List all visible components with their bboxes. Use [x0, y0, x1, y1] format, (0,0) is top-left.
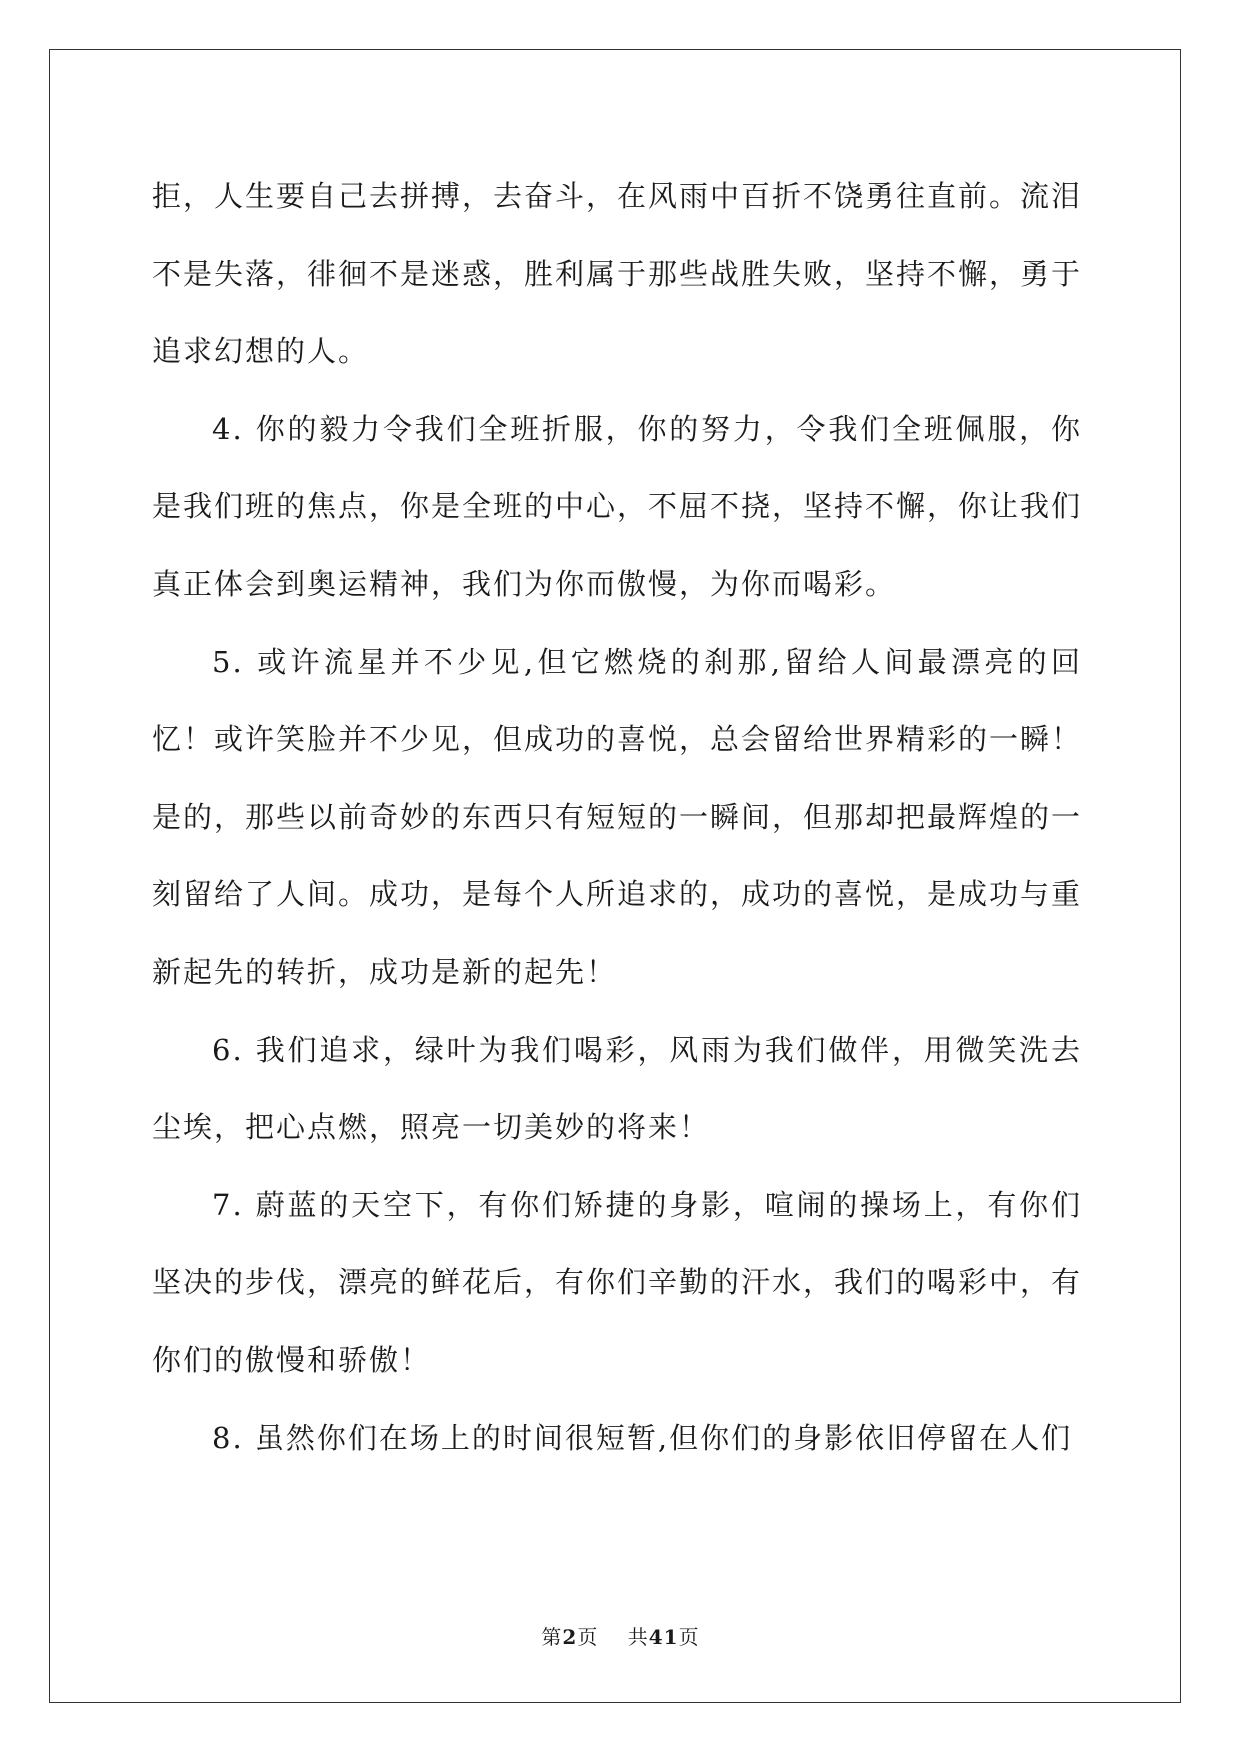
- total-prefix: 共: [627, 1625, 649, 1649]
- paragraph-item-4: 4. 你的毅力令我们全班折服，你的努力，令我们全班佩服，你是我们班的焦点，你是全班的中心，不屈不挠，坚持不懈，你让我们真正体会到奥运精神，我们为你而傲慢，为你而喝彩。: [152, 411, 1083, 601]
- page-footer: [0, 1621, 1241, 1650]
- paragraph-item-5: 5. 或许流星并不少见,但它燃烧的刹那,留给人间最漂亮的回忆！或许笑脸并不少见，但成功的喜悦，总会留给世界精彩的一瞬！是的，那些以前奇妙的东西只有短短的一瞬间，但那却把最辉煌的一刻留给了人间。成功，是每个人所追求的，成功的喜悦，是成功与重新起先的转折，成功是新的起先！: [152, 644, 1083, 989]
- paragraph-item-8: 8. 虽然你们在场上的时间很短暂,但你们的身影依旧停留在人们: [212, 1420, 1073, 1455]
- total-pages-number: 41: [648, 1625, 679, 1649]
- document-body: [152, 158, 1082, 1477]
- page-prefix: 第: [541, 1625, 563, 1649]
- paragraph-continuation: 拒，人生要自己去拼搏，去奋斗，在风雨中百折不饶勇往直前。流泪不是失落，徘徊不是迷惑，胜利属于那些战胜失败，坚持不懈，勇于追求幻想的人。: [152, 179, 1083, 369]
- total-suffix: 页: [678, 1625, 700, 1649]
- paragraph-item-6: 6. 我们追求，绿叶为我们喝彩，风雨为我们做伴，用微笑洗去尘埃，把心点燃，照亮一切美妙的将来！: [152, 1032, 1082, 1145]
- page-suffix: 页: [577, 1625, 599, 1649]
- paragraph-item-7: 7. 蔚蓝的天空下，有你们矫捷的身影，喧闹的操场上，有你们坚决的步伐，漂亮的鲜花后，有你们辛勤的汗水，我们的喝彩中，有你们的傲慢和骄傲！: [152, 1187, 1083, 1377]
- current-page-number: 2: [562, 1625, 578, 1649]
